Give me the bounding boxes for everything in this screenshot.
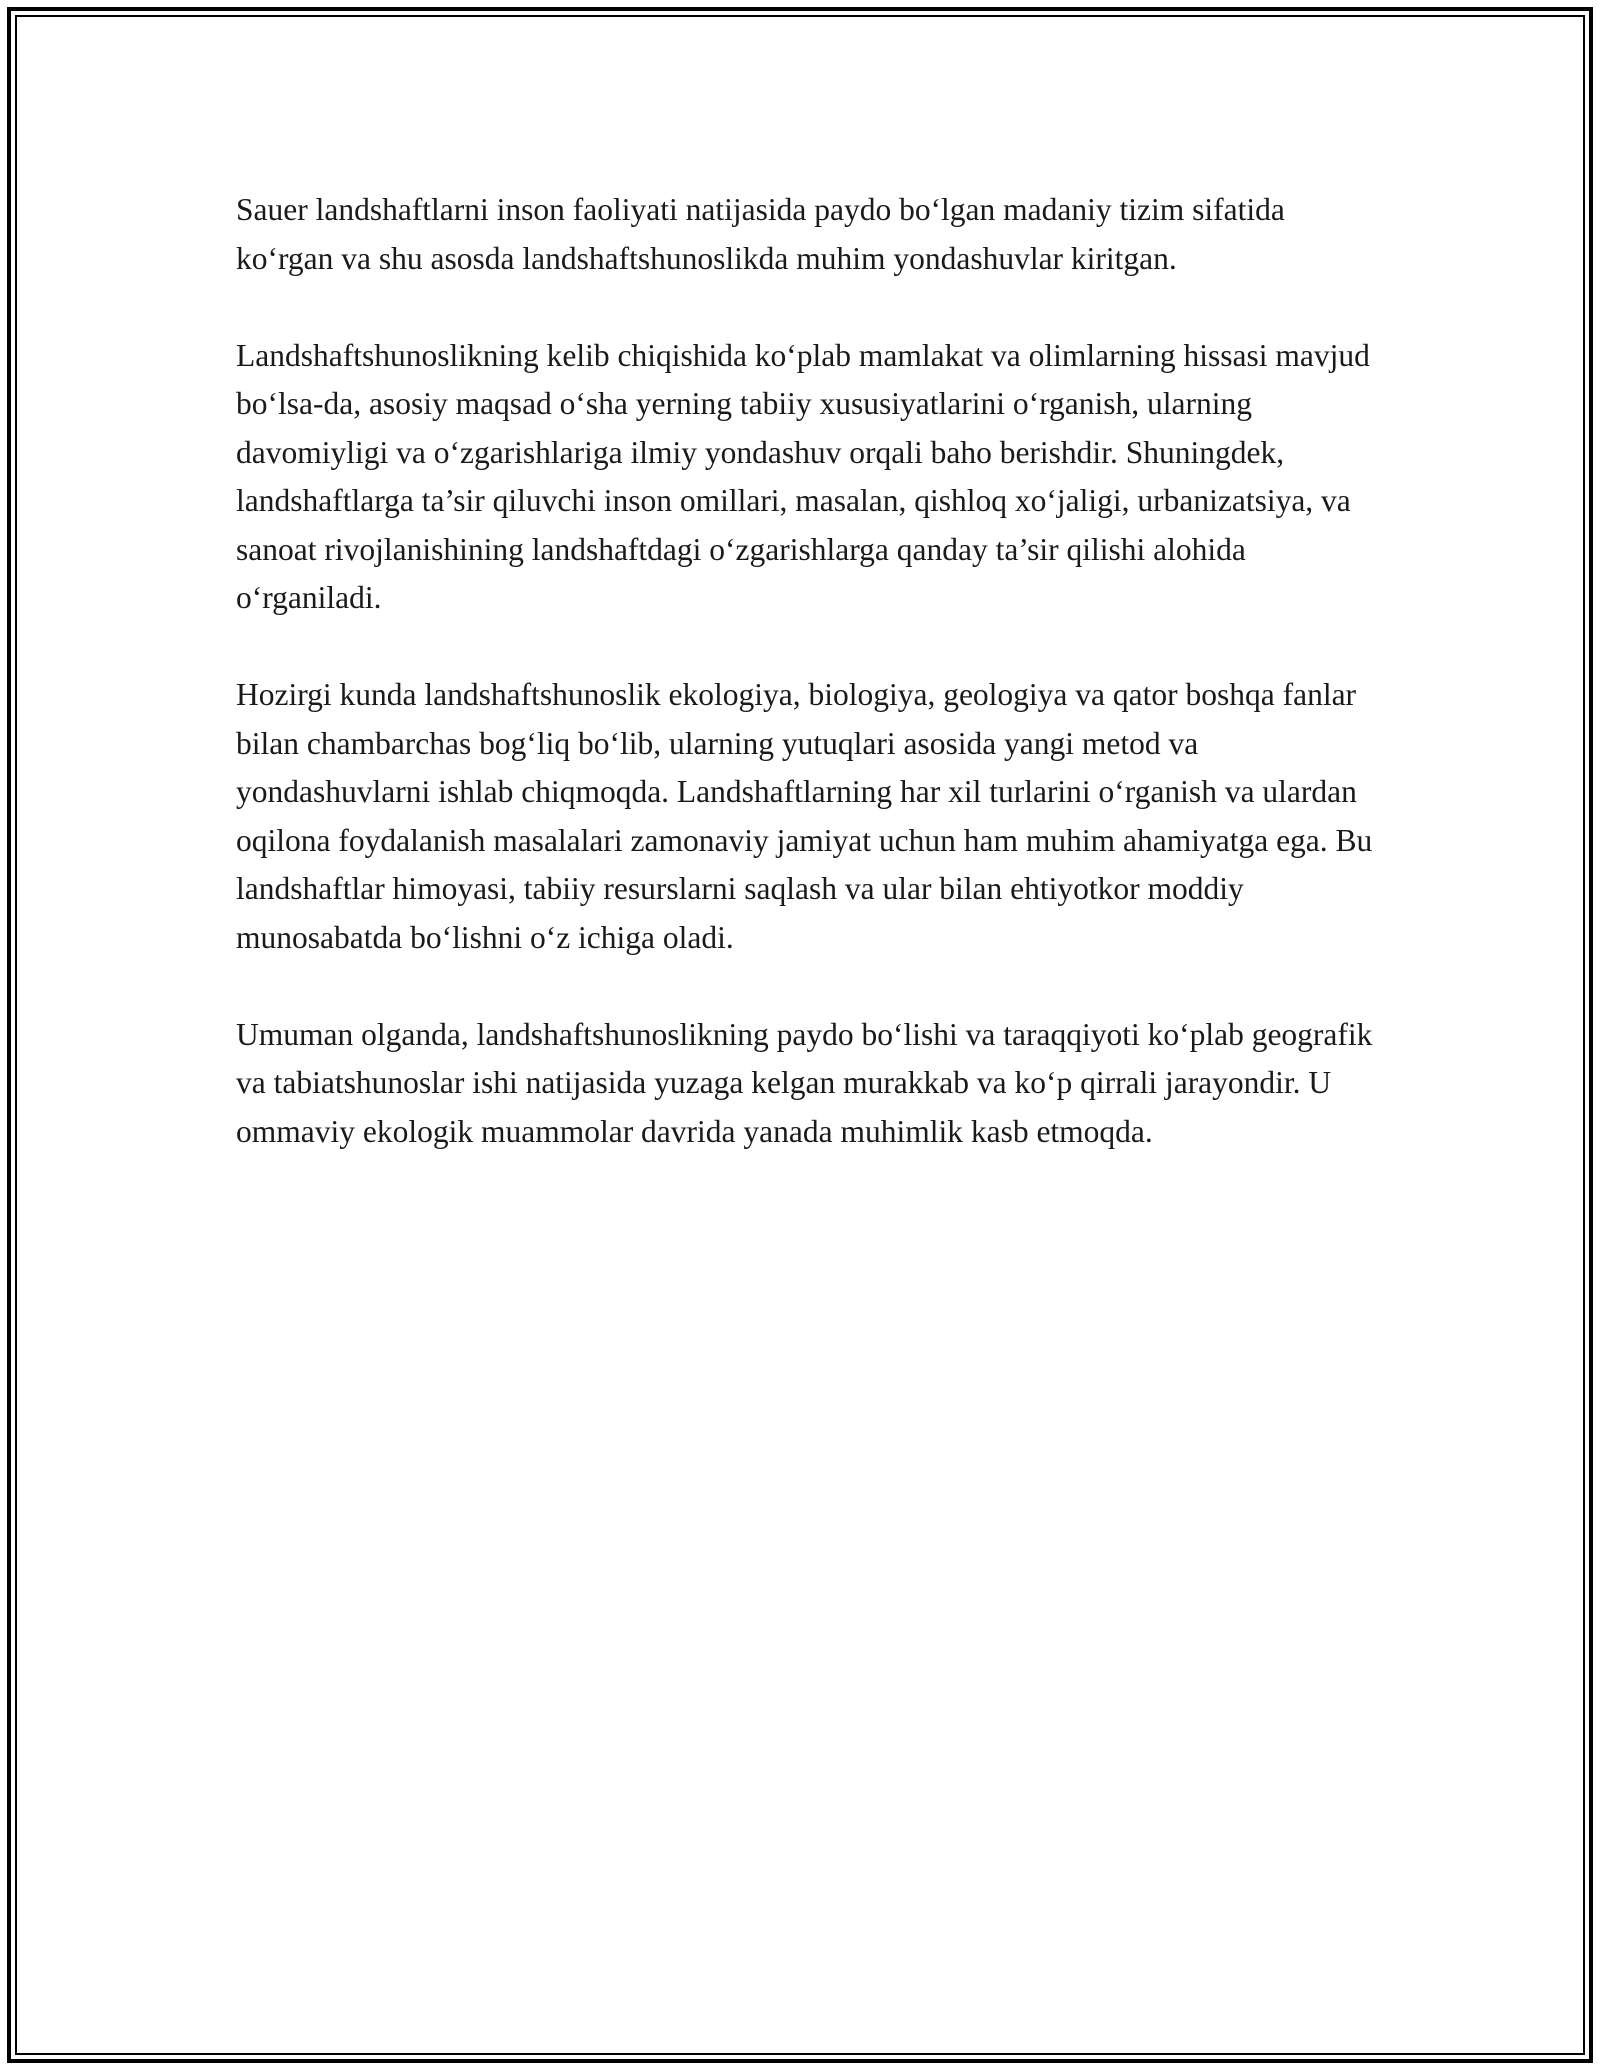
paragraph-3: Hozirgi kunda landshaftshunoslik ekologiya, biologiya, geologiya va qator boshqa fanlar bilan chambarchas bog‘liq bo‘lib, ularning yutuqlari asosida yangi metod va yondashuvlarni ishlab chiqmoqda. Landshaftlarning har xil turlarini o‘rganish va ulardan oqilona foydalanish masalalari zamonaviy jamiyat uchun ham muhim ahamiyatga ega. Bu landshaftlar himoyasi, tabiiy resurslarni saqlash va ular bilan ehtiyotkor moddiy munosabatda bo‘lishni o‘z ichiga oladi. (236, 677, 1373, 955)
paragraph-4: Umuman olganda, landshaftshunoslikning paydo bo‘lishi va taraqqiyoti ko‘plab geografik va tabiatshunoslar ishi natijasida yuzaga kelgan murakkab va ko‘p qirrali jarayondir. U ommaviy ekologik muammolar davrida yanada muhimlik kasb etmoqda. (236, 1016, 1373, 1149)
paragraph-1: Sauer landshaftlarni inson faoliyati natijasida paydo bo‘lgan madaniy tizim sifatida ko‘rgan va shu asosda landshaftshunoslikda muhim yondashuvlar kiritgan. (236, 192, 1285, 276)
document-body (236, 186, 1376, 1156)
paragraph-2: Landshaftshunoslikning kelib chiqishida ko‘plab mamlakat va olimlarning hissasi mavjud bo‘lsa-da, asosiy maqsad o‘sha yerning tabiiy xususiyatlarini o‘rganish, ularning davomiyligi va o‘zgarishlariga ilmiy yondashuv orqali baho berishdir. Shuningdek, landshaftlarga ta’sir qiluvchi inson omillari, masalan, qishloq xo‘jaligi, urbanizatsiya, va sanoat rivojlanishining landshaftdagi o‘zgarishlarga qanday ta’sir qilishi alohida o‘rganiladi. (236, 337, 1370, 615)
